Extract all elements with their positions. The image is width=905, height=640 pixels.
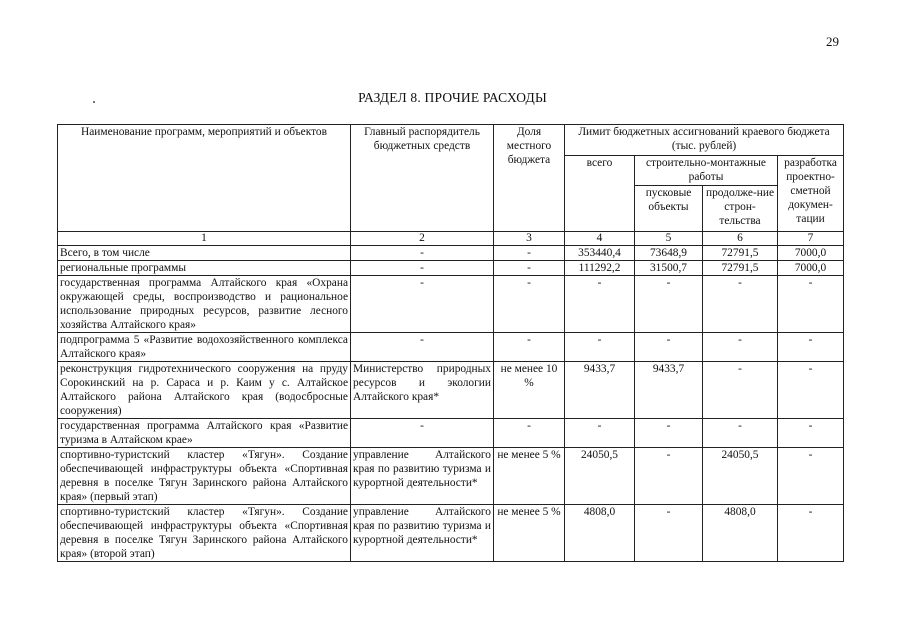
row-name-cell: региональные программы (58, 261, 351, 276)
column-number: 3 (494, 232, 565, 246)
row-total-cell: 4808,0 (565, 505, 635, 562)
row-design-cell: - (778, 362, 844, 419)
section-title: РАЗДЕЛ 8. ПРОЧИЕ РАСХОДЫ (358, 90, 547, 105)
row-design-cell: - (778, 448, 844, 505)
header-name: Наименование программ, мероприятий и объектов (58, 125, 351, 232)
row-continuing-cell: - (703, 333, 778, 362)
column-number: 6 (703, 232, 778, 246)
row-name-cell: государственная программа Алтайского края «Развитие туризма в Алтайском крае» (58, 419, 351, 448)
table-row (58, 261, 844, 276)
header-manager: Главный распорядитель бюджетных средств (351, 125, 494, 232)
table-row (58, 276, 844, 333)
row-continuing-cell: - (703, 419, 778, 448)
header-design: разработка проектно-сметной докумен-тации (778, 156, 844, 232)
row-share-cell: - (494, 333, 565, 362)
row-share-cell: - (494, 276, 565, 333)
column-number: 4 (565, 232, 635, 246)
header-total: всего (565, 156, 635, 232)
row-name-cell: спортивно-туристский кластер «Тягун». Создание обеспечивающей инфраструктуры объекта «Спортивная деревня в поселке Тягун Заринского района Алтайского края» (второй этап) (58, 505, 351, 562)
row-share-cell: - (494, 419, 565, 448)
row-design-cell: - (778, 419, 844, 448)
table-row (58, 246, 844, 261)
row-name-cell: государственная программа Алтайского края «Охрана окружающей среды, воспроизводство и рациональное использование природных ресурсов, развитие лесного хозяйства Алтайского края» (58, 276, 351, 333)
row-total-cell: 353440,4 (565, 246, 635, 261)
row-startup-cell: - (635, 448, 703, 505)
header-continuing: продолже-ние строн-тельства (703, 186, 778, 232)
row-total-cell: - (565, 276, 635, 333)
row-share-cell: - (494, 246, 565, 261)
row-continuing-cell: - (703, 362, 778, 419)
table-row (58, 362, 844, 419)
row-total-cell: - (565, 419, 635, 448)
row-continuing-cell: - (703, 276, 778, 333)
column-number: 5 (635, 232, 703, 246)
row-startup-cell: 31500,7 (635, 261, 703, 276)
row-name-cell: спортивно-туристский кластер «Тягун». Создание обеспечивающей инфраструктуры объекта «Спортивная деревня в поселке Тягун Заринского района Алтайского края» (первый этап) (58, 448, 351, 505)
row-startup-cell: - (635, 505, 703, 562)
row-startup-cell: 9433,7 (635, 362, 703, 419)
scan-speck (93, 101, 95, 103)
row-startup-cell: - (635, 419, 703, 448)
row-startup-cell: 73648,9 (635, 246, 703, 261)
row-total-cell: 9433,7 (565, 362, 635, 419)
row-manager-cell: - (351, 246, 494, 261)
row-manager-cell: Министерство природных ресурсов и экологии Алтайского края* (351, 362, 494, 419)
row-total-cell: 111292,2 (565, 261, 635, 276)
row-manager-cell: - (351, 419, 494, 448)
row-name-cell: подпрограмма 5 «Развитие водохозяйственного комплекса Алтайского края» (58, 333, 351, 362)
header-limit: Лимит бюджетных ассигнований краевого бюджета (тыс. рублей) (565, 125, 844, 156)
row-manager-cell: управление Алтайского края по развитию туризма и курортной деятельности* (351, 448, 494, 505)
row-share-cell: не менее 10 % (494, 362, 565, 419)
budget-table (57, 124, 844, 562)
row-continuing-cell: 72791,5 (703, 261, 778, 276)
table-row (58, 505, 844, 562)
row-name-cell: Всего, в том числе (58, 246, 351, 261)
row-startup-cell: - (635, 333, 703, 362)
header-construction: строительно-монтажные работы (635, 156, 778, 186)
row-design-cell: 7000,0 (778, 261, 844, 276)
column-number: 2 (351, 232, 494, 246)
row-continuing-cell: 24050,5 (703, 448, 778, 505)
row-design-cell: - (778, 276, 844, 333)
row-total-cell: - (565, 333, 635, 362)
table-row (58, 448, 844, 505)
table-row (58, 419, 844, 448)
table-row (58, 333, 844, 362)
row-share-cell: - (494, 261, 565, 276)
row-total-cell: 24050,5 (565, 448, 635, 505)
row-name-cell: реконструкция гидротехнического сооружения на пруду Сорокинский на р. Сараса и р. Каим у с. Алтайское Алтайского района Алтайского края (водосбросные сооружения) (58, 362, 351, 419)
row-startup-cell: - (635, 276, 703, 333)
row-design-cell: - (778, 505, 844, 562)
row-design-cell: 7000,0 (778, 246, 844, 261)
column-number: 7 (778, 232, 844, 246)
header-row (58, 125, 844, 156)
row-manager-cell: - (351, 261, 494, 276)
row-manager-cell: - (351, 276, 494, 333)
row-manager-cell: - (351, 333, 494, 362)
row-continuing-cell: 4808,0 (703, 505, 778, 562)
header-startup: пусковые объекты (635, 186, 703, 232)
header-share: Доля местного бюджета (494, 125, 565, 232)
row-share-cell: не менее 5 % (494, 505, 565, 562)
row-design-cell: - (778, 333, 844, 362)
column-number: 1 (58, 232, 351, 246)
column-number-row (58, 232, 844, 246)
row-continuing-cell: 72791,5 (703, 246, 778, 261)
row-manager-cell: управление Алтайского края по развитию туризма и курортной деятельности* (351, 505, 494, 562)
row-share-cell: не менее 5 % (494, 448, 565, 505)
page-number: 29 (826, 34, 839, 49)
